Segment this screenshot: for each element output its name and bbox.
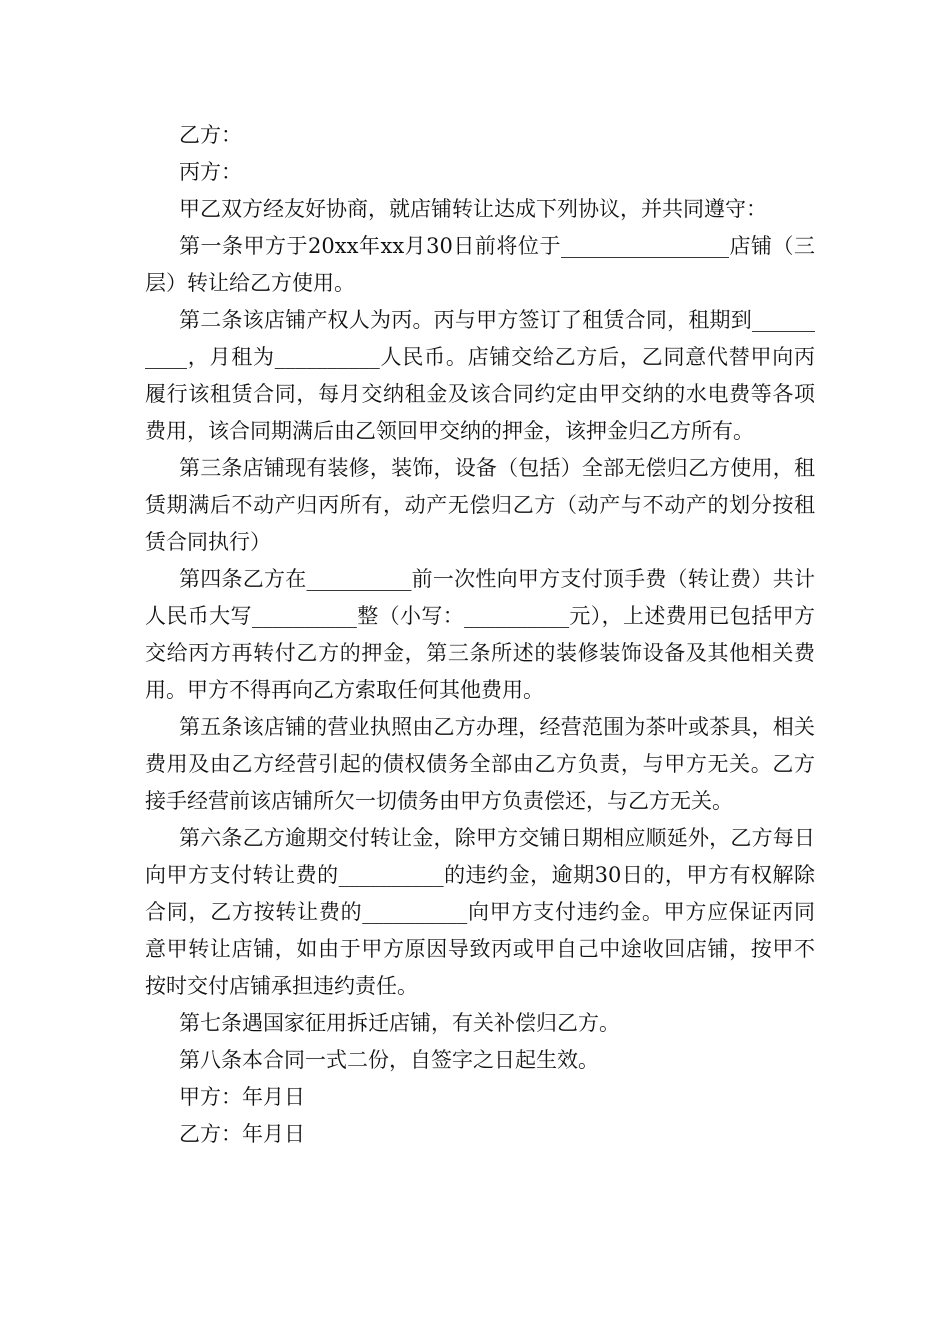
preamble-paragraph: 甲乙双方经友好协商，就店铺转让达成下列协议，并共同遵守： bbox=[179, 197, 767, 221]
party-a-signature-line: 甲方：年月日 bbox=[179, 1085, 305, 1109]
article-3-paragraph: 第三条店铺现有装修，装饰，设备（包括）全部无偿归乙方使用，租赁期满后不动产归丙所有，动产无偿归乙方（动产与不动产的划分按租赁合同执行） bbox=[145, 456, 815, 554]
article-8-paragraph: 第八条本合同一式二份，自签字之日起生效。 bbox=[179, 1048, 599, 1072]
article-6-paragraph: 第六条乙方逾期交付转让金，除甲方交铺日期相应顺延外，乙方每日向甲方支付转让费的__________的违约金，逾期30日的，甲方有权解除合同，乙方按转让费的__________向甲方支付违约金。甲方应保证丙同意甲转让店铺，如由于甲方原因导致丙或甲自己中途收回店铺，按甲不按时交付店铺承担违约责任。 bbox=[145, 826, 815, 998]
article-7-paragraph: 第七条遇国家征用拆迁店铺，有关补偿归乙方。 bbox=[179, 1011, 620, 1035]
article-5-paragraph: 第五条该店铺的营业执照由乙方办理，经营范围为茶叶或茶具，相关费用及由乙方经营引起的债权债务全部由乙方负责，与甲方无关。乙方接手经营前该店铺所欠一切债务由甲方负责偿还，与乙方无关。 bbox=[145, 715, 815, 813]
party-b-signature-line: 乙方：年月日 bbox=[179, 1122, 305, 1146]
party-b-line: 乙方： bbox=[179, 123, 242, 147]
article-1-paragraph: 第一条甲方于20xx年xx月30日前将位于________________店铺（三层）转让给乙方使用。 bbox=[145, 234, 815, 295]
article-2-paragraph: 第二条该店铺产权人为丙。丙与甲方签订了租赁合同，租期到__________，月租为__________人民币。店铺交给乙方后，乙同意代替甲向丙履行该租赁合同，每月交纳租金及该合同约定由甲交纳的水电费等各项费用，该合同期满后由乙领回甲交纳的押金，该押金归乙方所有。 bbox=[145, 308, 815, 443]
contract-body bbox=[145, 117, 815, 1153]
party-c-line: 丙方： bbox=[179, 160, 242, 184]
article-4-paragraph: 第四条乙方在__________前一次性向甲方支付顶手费（转让费）共计人民币大写__________整（小写：__________元），上述费用已包括甲方交给丙方再转付乙方的押金，第三条所述的装修装饰设备及其他相关费用。甲方不得再向乙方索取任何其他费用。 bbox=[145, 567, 815, 702]
